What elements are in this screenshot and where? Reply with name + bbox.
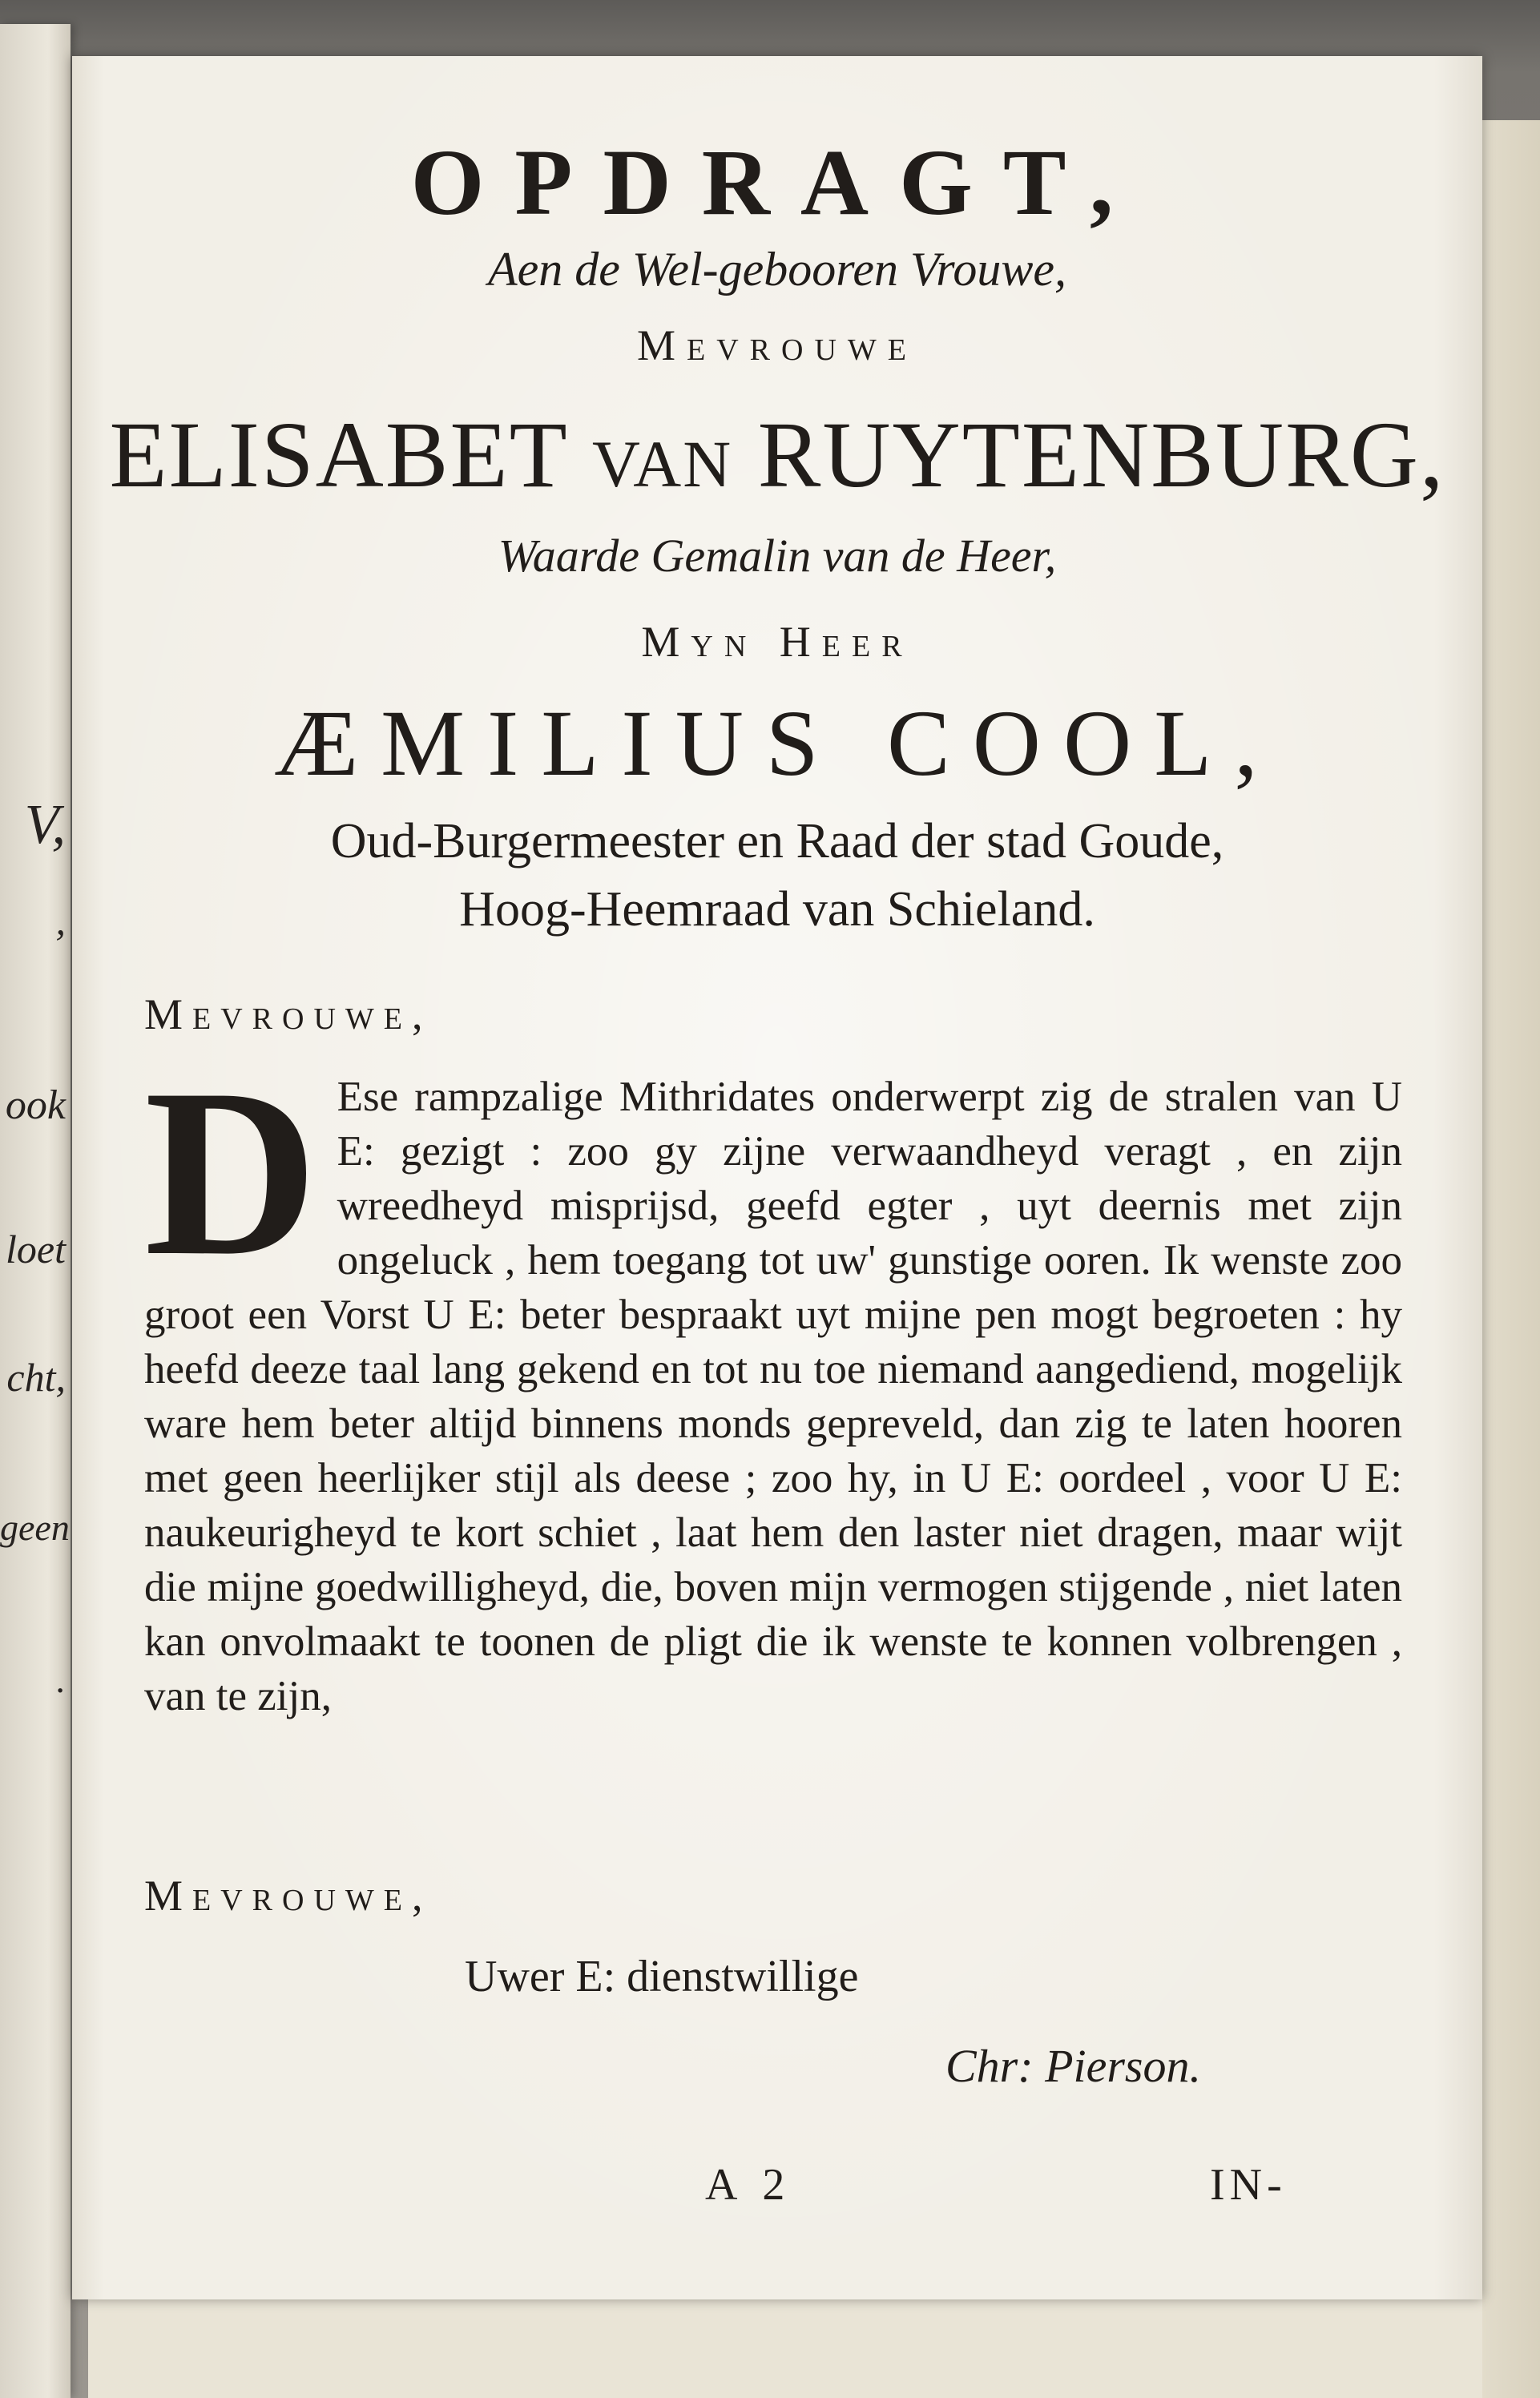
dedication-body — [144, 1039, 1402, 1723]
left-page-fragment: loet — [6, 1227, 66, 1272]
office-line-1: Oud-Burgermeester en Raad der stad Goude, — [330, 814, 1224, 869]
page-signature-mark: A 2 — [705, 2160, 793, 2210]
left-page-fragment: geen — [0, 1507, 70, 1548]
left-page-fragment: . — [56, 1659, 66, 1700]
addressee-name: ELISABET van RUYTENBURG, — [109, 402, 1445, 507]
spouse-name: ÆMILIUS COOL, — [274, 691, 1280, 796]
salutation: Mevrouwe, — [144, 990, 433, 1038]
office-line-2: Hoog-Heemraad van Schieland. — [459, 882, 1095, 937]
closing-phrase: Uwer E: dienstwillige — [465, 1952, 859, 2001]
author-signature: Chr: Pierson. — [945, 2040, 1201, 2092]
body-paragraph: Ese rampzalige Mithridates onderwerpt zig de stralen van U E: gezigt : zoo gy zijne verwaandheyd veragt , en zijn wreedheyd misprijsd, geefd egter , uyt deernis met zijn ongeluck , hem toegang tot uw' gunstige ooren. Ik wenste zoo groot een Vorst U E: beter bespraakt uyt mijne pen mogt begroeten : hy heefd deeze taal lang gekend en tot nu toe niemand aangediend, mogelijk ware hem beter altijd binnens monds gepreveld, dan zig te laten hooren met geen heerlijker stijl als deese ; zoo hy, in U E: oordeel , voor U E: naukeurigheyd te kort schiet , laat hem den laster niet dragen, maar wijt die mijne goedwilligheyd, die, boven mijn vermogen stijgende , niet laten kan onvolmaakt te toonen de pligt die ik wenste te konnen volbrengen , van te zijn, — [144, 1074, 1402, 1719]
left-page-fragment: ook — [5, 1082, 66, 1128]
page-title: OPDRAGT, — [410, 130, 1144, 235]
left-page-fragment: V, — [24, 794, 66, 856]
spouse-line: Waarde Gemalin van de Heer, — [498, 530, 1057, 582]
dedication-subtitle: Aen de Wel-gebooren Vrouwe, — [487, 243, 1067, 296]
left-page-edge — [0, 24, 71, 2398]
book-page — [72, 56, 1482, 2299]
closing-salutation: Mevrouwe, — [144, 1872, 433, 1920]
left-page-fragment: cht, — [6, 1355, 66, 1400]
addressee-title: Mevrouwe — [637, 321, 917, 369]
left-page-fragment: , — [55, 898, 66, 943]
catchword: IN- — [1210, 2160, 1287, 2210]
spouse-title: Myn Heer — [641, 618, 913, 666]
page-bottom-edge — [88, 2299, 1482, 2398]
drop-cap: D — [144, 1039, 318, 1305]
